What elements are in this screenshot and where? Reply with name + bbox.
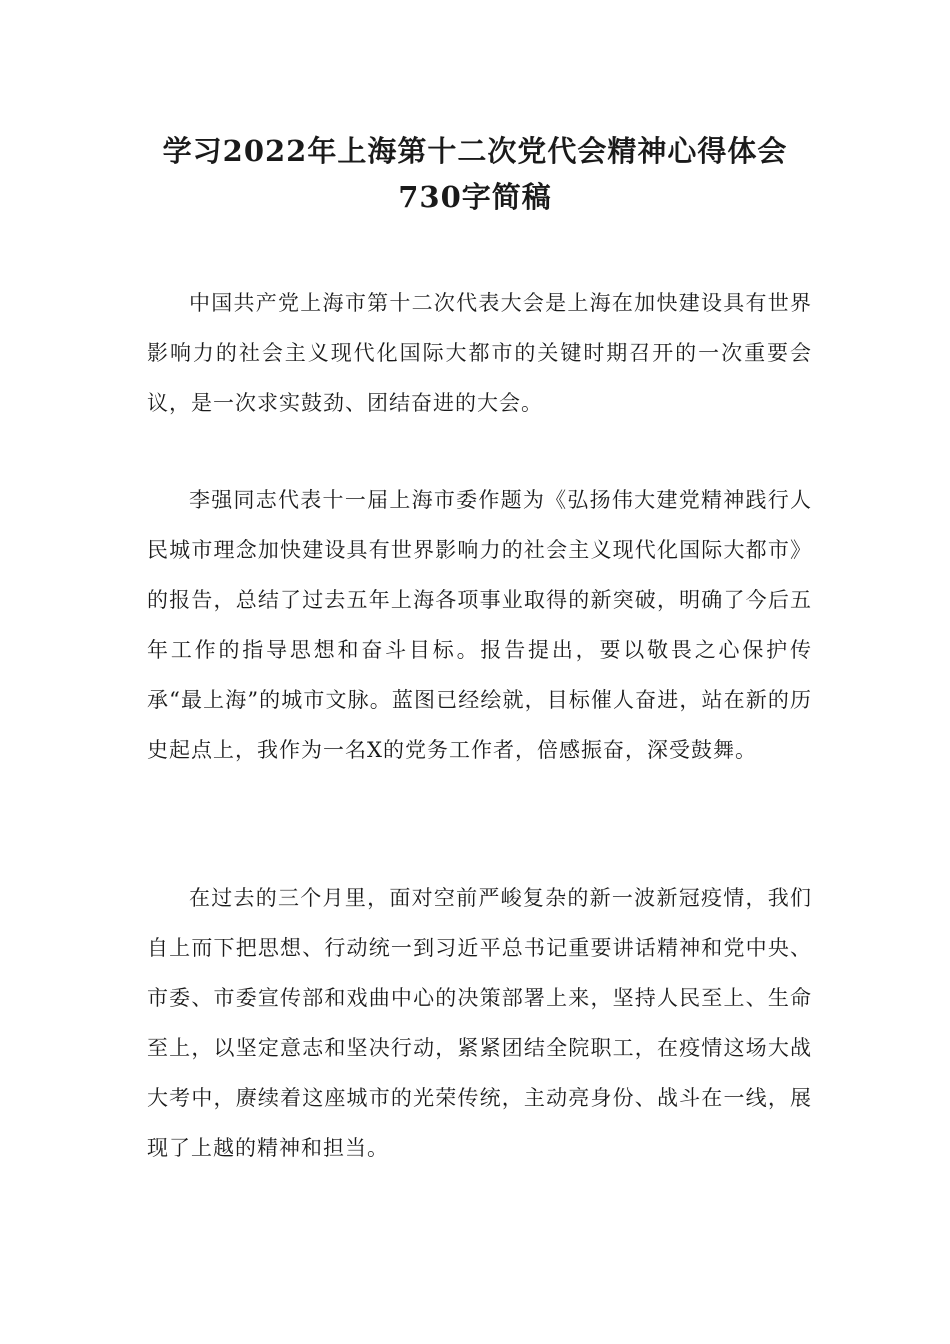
paragraph-3: 在过去的三个月里，面对空前严峻复杂的新一波新冠疫情，我们自上而下把思想、行动统一到习近平总书记重要讲话精神和党中央、市委、市委宣传部和戏曲中心的决策部署上来，坚持人民至上、生命至上，以坚定意志和坚决行动，紧紧团结全院职工，在疫情这场大战大考中，赓续着这座城市的光荣传统，主动亮身份、战斗在一线，展现了上越的精神和担当。 <box>147 886 812 1160</box>
document-title: 学习2022年上海第十二次党代会精神心得体会730字简稿 <box>162 134 788 214</box>
paragraph-1: 中国共产党上海市第十二次代表大会是上海在加快建设具有世界影响力的社会主义现代化国际大都市的关键时期召开的一次重要会议，是一次求实鼓劲、团结奋进的大会。 <box>147 291 812 415</box>
paragraph-2: 李强同志代表十一届上海市委作题为《弘扬伟大建党精神践行人民城市理念加快建设具有世界影响力的社会主义现代化国际大都市》的报告，总结了过去五年上海各项事业取得的新突破，明确了今后五年工作的指导思想和奋斗目标。报告提出，要以敬畏之心保护传承“最上海”的城市文脉。蓝图已经绘就，目标催人奋进，站在新的历史起点上，我作为一名X的党务工作者，倍感振奋，深受鼓舞。 <box>147 488 812 762</box>
